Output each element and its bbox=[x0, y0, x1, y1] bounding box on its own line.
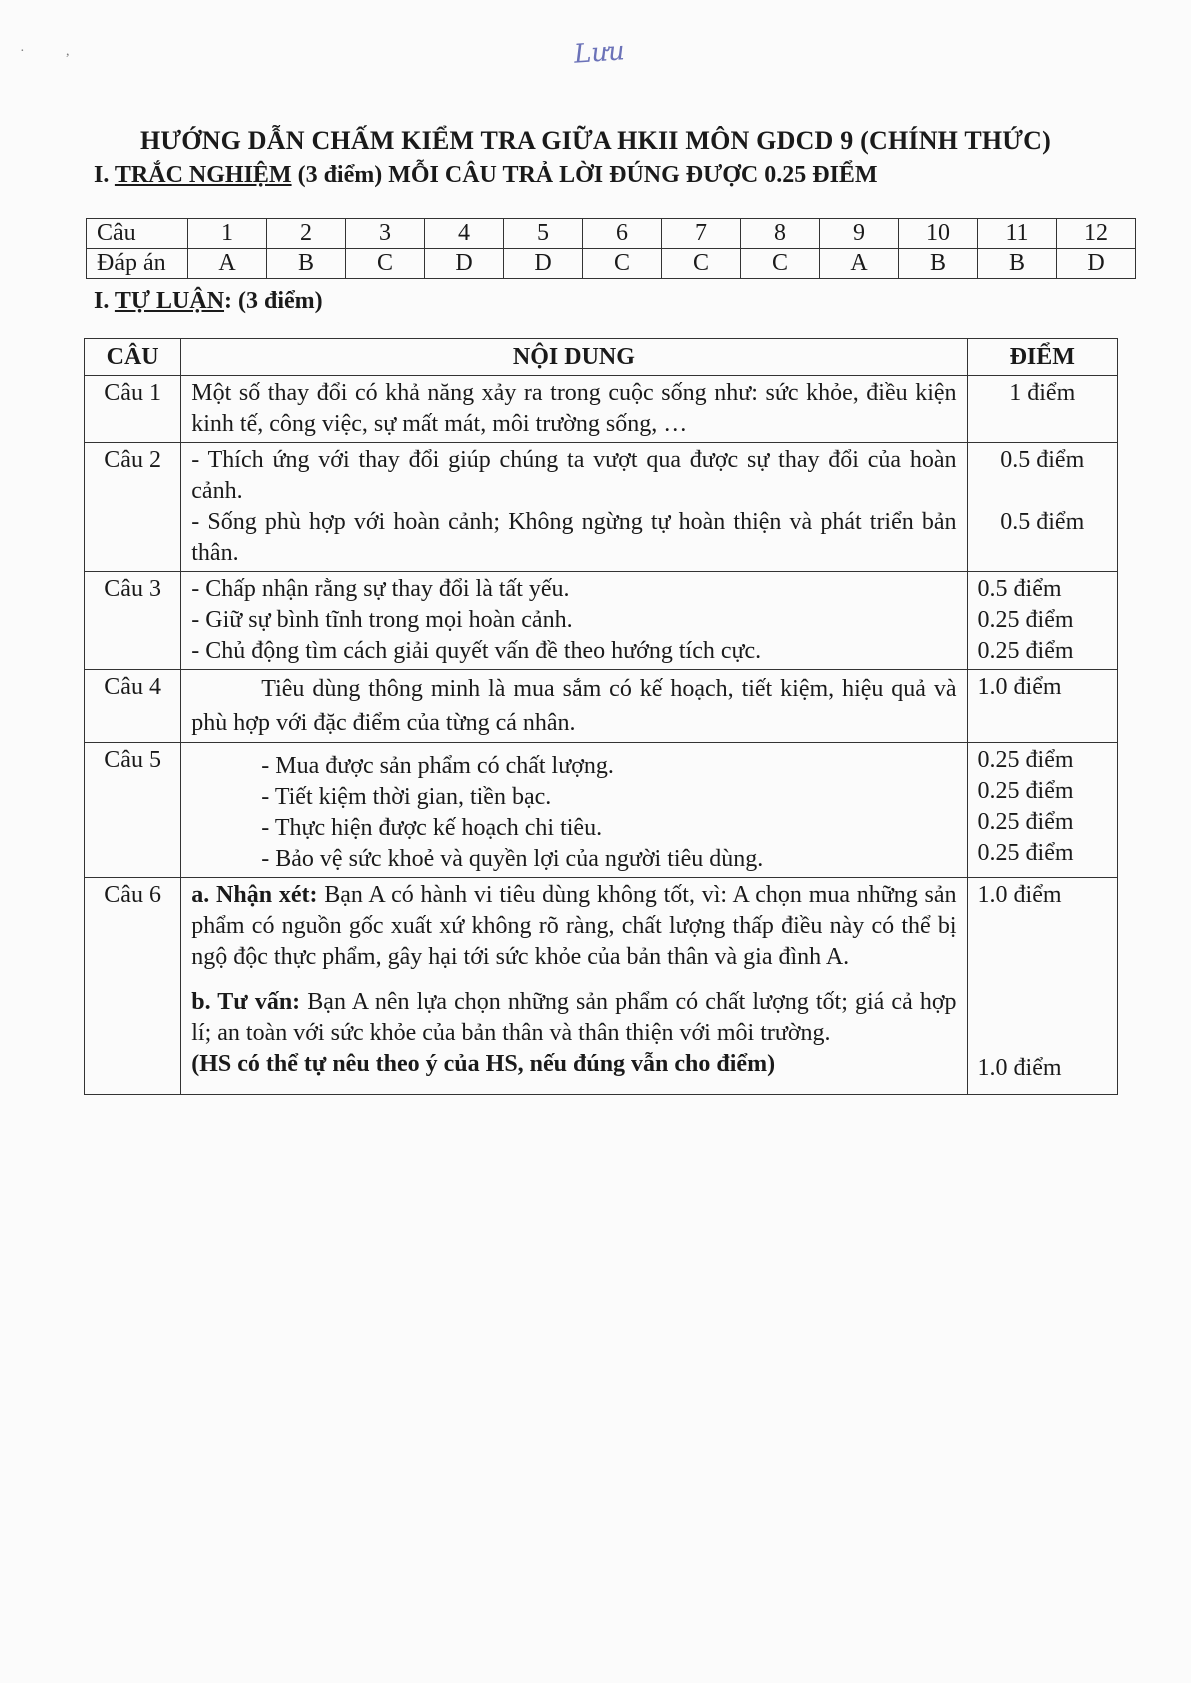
section-suffix: (3 điểm) MỖI CÂU TRẢ LỜI ĐÚNG ĐƯỢC 0.25 ĐIỂM bbox=[291, 162, 878, 188]
question-score: 1 điểm bbox=[967, 376, 1117, 443]
question-number: 7 bbox=[662, 219, 741, 249]
question-number: 3 bbox=[346, 219, 425, 249]
question-number: 5 bbox=[504, 219, 583, 249]
question-number: 12 bbox=[1057, 219, 1136, 249]
question-row-6 bbox=[85, 878, 1118, 1095]
question-label: Câu 1 bbox=[85, 376, 181, 443]
part-b-text: Bạn A nên lựa chọn những sản phẩm có chất lượng tốt; giá cả hợp lí; an toàn với sức khỏe của bản thân và thân thiện với môi trường. bbox=[191, 989, 957, 1046]
content-line: - Sống phù hợp với hoàn cảnh; Không ngừng tự hoàn thiện và phát triển bản thân. bbox=[191, 509, 957, 566]
score-line: 0.5 điểm bbox=[1000, 447, 1085, 473]
question-content bbox=[181, 443, 967, 572]
row-label-question: Câu bbox=[87, 219, 188, 249]
content-line: - Thích ứng với thay đổi giúp chúng ta vượt qua được sự thay đổi của hoàn cảnh. bbox=[191, 447, 957, 504]
question-row-1 bbox=[85, 376, 1118, 443]
answer-cell: B bbox=[899, 249, 978, 279]
score-line: 0.25 điểm bbox=[977, 840, 1074, 866]
answer-cell: C bbox=[741, 249, 820, 279]
score-line: 0.25 điểm bbox=[977, 747, 1074, 773]
question-number: 8 bbox=[741, 219, 820, 249]
header-score: ĐIỂM bbox=[967, 339, 1117, 376]
content-line: - Bảo vệ sức khoẻ và quyền lợi của người tiêu dùng. bbox=[261, 846, 764, 872]
content-line: - Giữ sự bình tĩnh trong mọi hoàn cảnh. bbox=[191, 607, 573, 633]
question-number: 2 bbox=[267, 219, 346, 249]
answer-cell: A bbox=[820, 249, 899, 279]
content-line: - Chấp nhận rằng sự thay đổi là tất yếu. bbox=[191, 576, 570, 602]
content-line: - Mua được sản phẩm có chất lượng. bbox=[261, 753, 614, 779]
section-prefix: I. bbox=[94, 162, 115, 188]
question-number-row bbox=[87, 219, 1136, 249]
answer-cell: A bbox=[188, 249, 267, 279]
content-line: - Thực hiện được kế hoạch chi tiêu. bbox=[261, 815, 603, 841]
content-part-b bbox=[191, 987, 956, 1049]
header-row bbox=[85, 339, 1118, 376]
question-content bbox=[181, 743, 967, 878]
question-number: 11 bbox=[978, 219, 1057, 249]
score-line: 0.25 điểm bbox=[977, 607, 1074, 633]
question-number: 1 bbox=[188, 219, 267, 249]
question-row-3 bbox=[85, 572, 1118, 670]
score-line: 1.0 điểm bbox=[977, 1055, 1062, 1081]
score-line: 0.25 điểm bbox=[977, 778, 1074, 804]
question-label: Câu 4 bbox=[85, 670, 181, 743]
answer-cell: D bbox=[425, 249, 504, 279]
question-row-5 bbox=[85, 743, 1118, 878]
essay-grading-table bbox=[84, 338, 1118, 1095]
scan-speck: , bbox=[66, 44, 70, 59]
question-number: 9 bbox=[820, 219, 899, 249]
section-prefix: I. bbox=[94, 288, 115, 314]
question-content: Tiêu dùng thông minh là mua sắm có kế hoạch, tiết kiệm, hiệu quả và phù hợp với đặc điểm của từng cá nhân. bbox=[181, 670, 967, 743]
score-line: 0.5 điểm bbox=[977, 576, 1062, 602]
answer-cell: C bbox=[346, 249, 425, 279]
answer-row bbox=[87, 249, 1136, 279]
section-title: TỰ LUẬN bbox=[114, 288, 225, 314]
header-content: NỘI DUNG bbox=[181, 339, 967, 376]
row-label-answer: Đáp án bbox=[87, 249, 188, 279]
question-score: 1.0 điểm bbox=[967, 670, 1117, 743]
answer-cell: C bbox=[662, 249, 741, 279]
part-b-label: b. Tư vấn: bbox=[191, 989, 301, 1015]
score-line: 0.5 điểm bbox=[1000, 509, 1085, 535]
handwritten-signature: Lưu bbox=[573, 36, 626, 70]
header-question: CÂU bbox=[85, 339, 181, 376]
question-content bbox=[181, 878, 967, 1095]
answer-cell: B bbox=[267, 249, 346, 279]
score-line: 0.25 điểm bbox=[977, 809, 1074, 835]
question-row-2 bbox=[85, 443, 1118, 572]
question-score bbox=[967, 572, 1117, 670]
question-label: Câu 5 bbox=[85, 743, 181, 878]
score-line: 1.0 điểm bbox=[977, 882, 1062, 908]
answer-key-table bbox=[86, 218, 1136, 279]
content-line: - Tiết kiệm thời gian, tiền bạc. bbox=[261, 784, 552, 810]
section-title: TRẮC NGHIỆM bbox=[114, 162, 292, 188]
part-a-label: a. Nhận xét: bbox=[191, 882, 318, 908]
question-number: 4 bbox=[425, 219, 504, 249]
score-line: 0.25 điểm bbox=[977, 638, 1074, 664]
question-score bbox=[967, 743, 1117, 878]
question-row-4 bbox=[85, 670, 1118, 743]
answer-cell: B bbox=[978, 249, 1057, 279]
answer-cell: C bbox=[583, 249, 662, 279]
section-suffix: : (3 điểm) bbox=[224, 288, 323, 314]
question-label: Câu 6 bbox=[85, 878, 181, 1095]
answer-cell: D bbox=[1057, 249, 1136, 279]
question-score bbox=[967, 443, 1117, 572]
section-multiple-choice-heading bbox=[94, 162, 878, 189]
part-a-text: Bạn A có hành vi tiêu dùng không tốt, vì: A chọn mua những sản phẩm có nguồn gốc xuất xứ không rõ ràng, chất lượng thấp điều này có thể bị ngộ độc thực phẩm, gây hại tới sức khỏe của bản thân và gia đình A. bbox=[191, 882, 957, 970]
grading-note: (HS có thể tự nêu theo ý của HS, nếu đúng vẫn cho điểm) bbox=[191, 1051, 776, 1077]
content-line: - Chủ động tìm cách giải quyết vấn đề theo hướng tích cực. bbox=[191, 638, 762, 664]
question-label: Câu 2 bbox=[85, 443, 181, 572]
question-number: 10 bbox=[899, 219, 978, 249]
scan-speck: · bbox=[20, 44, 25, 59]
question-label: Câu 3 bbox=[85, 572, 181, 670]
section-essay-heading bbox=[94, 288, 323, 315]
question-number: 6 bbox=[583, 219, 662, 249]
answer-cell: D bbox=[504, 249, 583, 279]
question-content: Một số thay đổi có khả năng xảy ra trong cuộc sống như: sức khỏe, điều kiện kinh tế, công việc, sự mất mát, môi trường sống, … bbox=[181, 376, 967, 443]
question-score bbox=[967, 878, 1117, 1095]
question-content bbox=[181, 572, 967, 670]
page-title: HƯỚNG DẪN CHẤM KIỂM TRA GIỮA HKII MÔN GDCD 9 (CHÍNH THỨC) bbox=[139, 126, 1052, 155]
content-part-a bbox=[191, 880, 956, 973]
